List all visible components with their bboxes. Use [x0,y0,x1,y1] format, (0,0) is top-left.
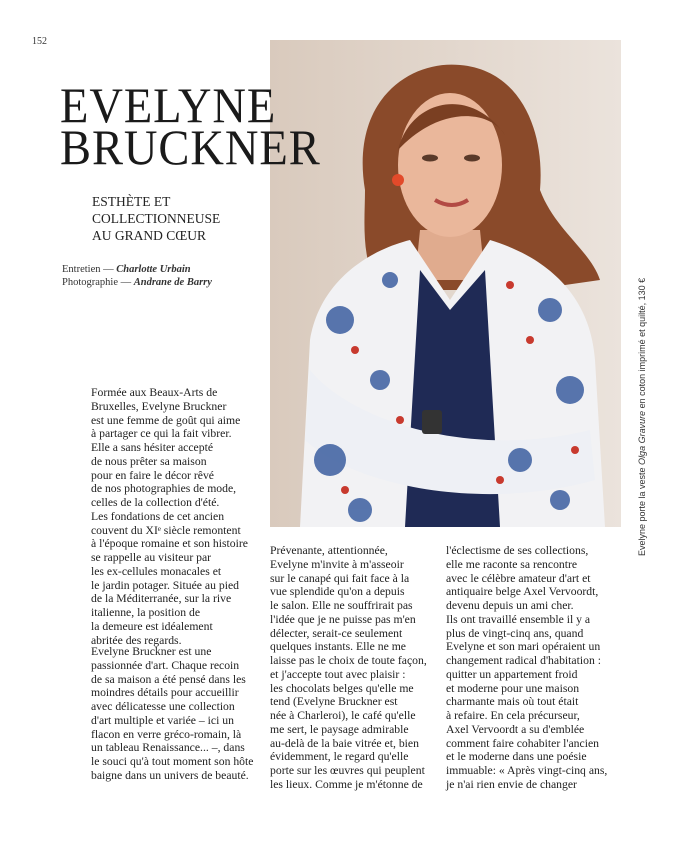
text-line: pour en faire le décor rêvé [91,468,214,482]
text-line: le salon. Elle ne souffrirait pas [270,599,413,612]
credits [62,263,212,289]
subtitle [92,193,220,244]
text-line: Elle a sans hésiter accepté [91,441,214,454]
text-line: je n'ai rien envie de changer [446,777,577,791]
text-line: le jardin potager. Située au pied [91,578,239,592]
text-line: quitter un appartement froid [446,667,578,681]
text-line: quelques instants. Elle ne me [270,640,406,654]
text-line: flacon en verre gréco-romain, là [91,727,242,741]
page-number: 152 [32,36,47,47]
text-line: est une femme de goût qui aime [91,413,241,427]
caption-garment-name: Olga Gravure [637,410,647,465]
portrait-photo [270,40,621,527]
credit-label: Photographie — [62,277,134,288]
text-line: Evelyne m'invite à m'asseoir [270,557,404,571]
text-line: antiquaire belge Axel Vervoordt, [446,585,599,599]
article-title [60,77,321,175]
text-line: délecter, serait-ce seulement [270,626,403,640]
body-column-2 [270,544,427,792]
text-line: celles de la collection d'été. [91,496,220,509]
text-line: de nos photographies de mode, [91,482,237,496]
text-line: plus de vingt-cinq ans, quand [446,626,584,640]
caption-text: Evelyne porte la veste [637,464,647,556]
text-line: devenu depuis un ami cher. [446,599,574,612]
credit-name: Andrane de Barry [133,277,212,288]
text-line: laisse pas le choix de toute façon, [270,654,427,667]
text-line: changement radical d'habitation : [446,654,601,667]
text-line: à refaire. En cela précurseur, [446,709,580,722]
text-line: Prévenante, attentionnée, [270,544,388,557]
text-line: à partager ce qui la fait vibrer. [91,427,232,441]
text-line: Les fondations de cet ancien [91,509,225,523]
text-line: sur le canapé qui fait face à la [270,571,410,585]
text-line: vue splendide qu'on a depuis [270,585,405,599]
text-line: comment faire cohabiter l'ancien [446,736,599,750]
text-line: de la Méditerranée, sur la rive [91,592,232,606]
text-line: un tableau Renaissance... –, dans [91,741,245,755]
text-line: Ils ont travaillé ensemble il y a [446,612,591,626]
subtitle-line: COLLECTIONNEUSE [92,211,221,226]
text-line: à l'époque romaine et son histoire [91,537,248,551]
text-line: moindres détails pour accueillir [91,686,239,700]
text-line: elle me raconte sa rencontre [446,557,578,571]
text-line: avec le célèbre amateur d'art et [446,571,591,585]
subtitle-line: AU GRAND CŒUR [92,228,207,243]
text-line: et le moderne dans une poésie [446,750,587,764]
text-line: immuable: « Après vingt-cinq ans, [446,764,608,777]
text-line: porte sur les œuvres qui peuplent [270,764,425,777]
text-line: Bruxelles, Evelyne Bruckner [91,399,227,413]
text-line: Axel Vervoordt a su d'emblée [446,722,585,736]
photo-caption [637,278,647,556]
text-line: et moderne pour une maison [446,681,580,695]
text-line: les ex-cellules monacales et [91,564,222,578]
text-line: italienne, la position de [91,606,201,619]
text-line: se rappelle au visiteur par [91,551,212,564]
text-line: le souci qu'à tout moment son hôte [91,755,254,768]
text-line: tend (Evelyne Bruckner est [270,695,398,709]
text-line: et j'accepte tout avec plaisir : [270,667,406,681]
text-line: abritée des regards. [91,633,182,647]
body-column-1-paragraph-2 [91,645,253,783]
body-column-3 [446,544,607,792]
text-line: évidemment, le regard qu'elle [270,750,409,764]
text-line: l'éclectisme de ses collections, [446,544,589,557]
text-line: Evelyne et son mari opéraient un [446,640,601,654]
text-line: charmante mais où tout était [446,695,579,709]
text-line: passionnée d'art. Chaque recoin [91,658,240,672]
credit-name: Charlotte Urbain [116,264,191,275]
text-line: avec délicatesse une collection [91,700,235,713]
text-line: baigne dans un univers de beauté. [91,768,249,782]
text-line: au-delà de la baie vitrée et, bien [270,736,419,750]
text-line: me sert, le paysage admirable [270,722,409,736]
text-line: l'idée que je ne puisse pas m'en [270,612,416,626]
title-line: BRUCKNER [60,119,321,175]
caption-text: en coton imprimé et quilté, 130 € [637,277,647,411]
text-line: Formée aux Beaux-Arts de [91,386,218,399]
text-line: couvent du XIᵉ siècle remontent [91,523,241,537]
subtitle-line: ESTHÈTE ET [92,194,171,209]
text-line: née à Charleroi), le café qu'elle [270,709,416,722]
text-line: d'art multiple et variée – ici un [91,713,234,727]
body-column-1 [91,386,248,647]
title-line: EVELYNE [60,77,277,133]
text-line: Evelyne Bruckner est une [91,645,212,658]
interview-credit [62,263,212,276]
photo-credit [62,276,212,289]
text-line: la demeure est idéalement [91,619,213,633]
text-line: les lieux. Comme je m'étonne de [270,777,423,791]
text-line: de nous prêter sa maison [91,454,207,468]
portrait-illustration [270,40,621,527]
credit-label: Entretien — [62,264,117,275]
text-line: de sa maison a été pensé dans les [91,672,246,686]
text-line: les chocolats belges qu'elle me [270,681,414,695]
